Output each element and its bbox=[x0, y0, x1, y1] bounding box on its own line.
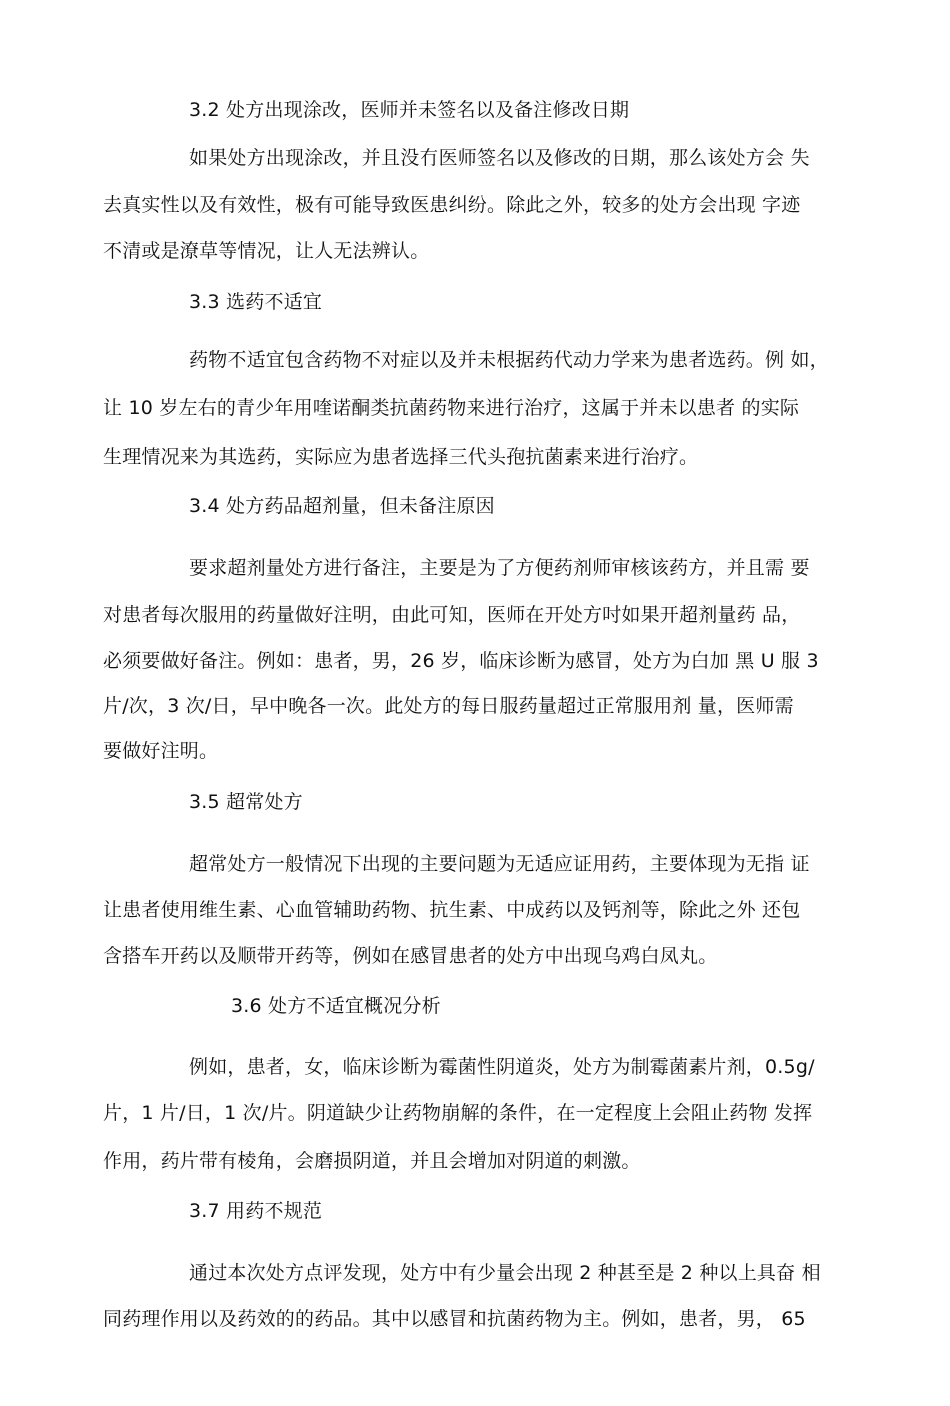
paragraph-line: 同药理作用以及药效的的药品。其中以感冒和抗菌药物为主。例如，患者，男， 65 bbox=[103, 1308, 806, 1330]
paragraph-line: 如果处方出现涂改，并且没冇医师签名以及修改的日期，那么该处方会 失 bbox=[189, 147, 810, 169]
paragraph-line: 作用，药片带有棱角，会磨损阴道，并且会增加对阴道的刺激。 bbox=[103, 1150, 641, 1172]
paragraph-line: 要做好注明。 bbox=[103, 740, 219, 762]
paragraph-line: 生理情况来为其选药，实际应为患者选择三代头孢抗菌素来进行治疗。 bbox=[103, 446, 699, 468]
paragraph-line: 去真实性以及有效性，极有可能导致医患纠纷。除此之外，较多的处方会出现 字迹 bbox=[103, 194, 801, 216]
paragraph-line: 含搭车开药以及顺带开药等，例如在感冒患者的处方中出现乌鸡白凤丸。 bbox=[103, 945, 718, 967]
section-heading-3-4: 3.4 处方药品超剂量，但未备注原因 bbox=[189, 495, 495, 517]
section-heading-3-6: 3.6 处方不适宜概况分析 bbox=[231, 995, 441, 1017]
paragraph-line: 超常处方一般情况下出现的主要问题为无适应证用药，主要体现为无指 证 bbox=[189, 853, 810, 875]
paragraph-line: 要求超剂量处方进行备注，主要是为了方便药剂师审核该药方，并且需 要 bbox=[189, 557, 810, 579]
paragraph-line: 片/次，3 次/日，早中晚各一次。此处方的每日服药量超过正常服用剂 量，医师需 bbox=[103, 695, 794, 717]
paragraph-line: 片，1 片/日，1 次/片。阴道缺少让药物崩解的条件，在一定程度上会阻止药物 发挥 bbox=[103, 1102, 813, 1124]
section-heading-3-2: 3.2 处方出现涂改，医师并未签名以及备注修改日期 bbox=[189, 99, 630, 121]
paragraph-line: 不清或是潦草等情况，让人无法辨认。 bbox=[103, 240, 430, 262]
paragraph-line: 通过本次处方点评发现，处方中有少量会出现 2 种甚至是 2 种以上具奋 相 bbox=[189, 1262, 821, 1284]
section-heading-3-5: 3.5 超常处方 bbox=[189, 791, 303, 813]
paragraph-line: 对患者每次服用的药量做好注明，由此可知，医师在开处方吋如果开超剂量药 品， bbox=[103, 604, 801, 626]
paragraph-line: 药物不适宜包含药物不对症以及并未根据药代动力学来为患者选药。例 如， bbox=[189, 349, 829, 371]
section-heading-3-3: 3.3 选药不适宜 bbox=[189, 291, 323, 313]
section-heading-3-7: 3.7 用药不规范 bbox=[189, 1200, 323, 1222]
paragraph-line: 让 10 岁左右的青少年用喹诺酮类抗菌药物来进行治疗，这属于并未以患者 的实际 bbox=[103, 397, 800, 419]
paragraph-line: 让患者使用维生素、心血管辅助药物、抗生素、中成药以及钙剂等，除此之外 还包 bbox=[103, 899, 801, 921]
paragraph-line: 必须要做好备注。例如：患者，男，26 岁，临床诊断为感冒，处方为白加 黑 U 服 3 bbox=[103, 650, 819, 672]
paragraph-line: 例如，患者，女，临床诊断为霉菌性阴道炎，处方为制霉菌素片剂，0.5g/ bbox=[189, 1056, 815, 1078]
